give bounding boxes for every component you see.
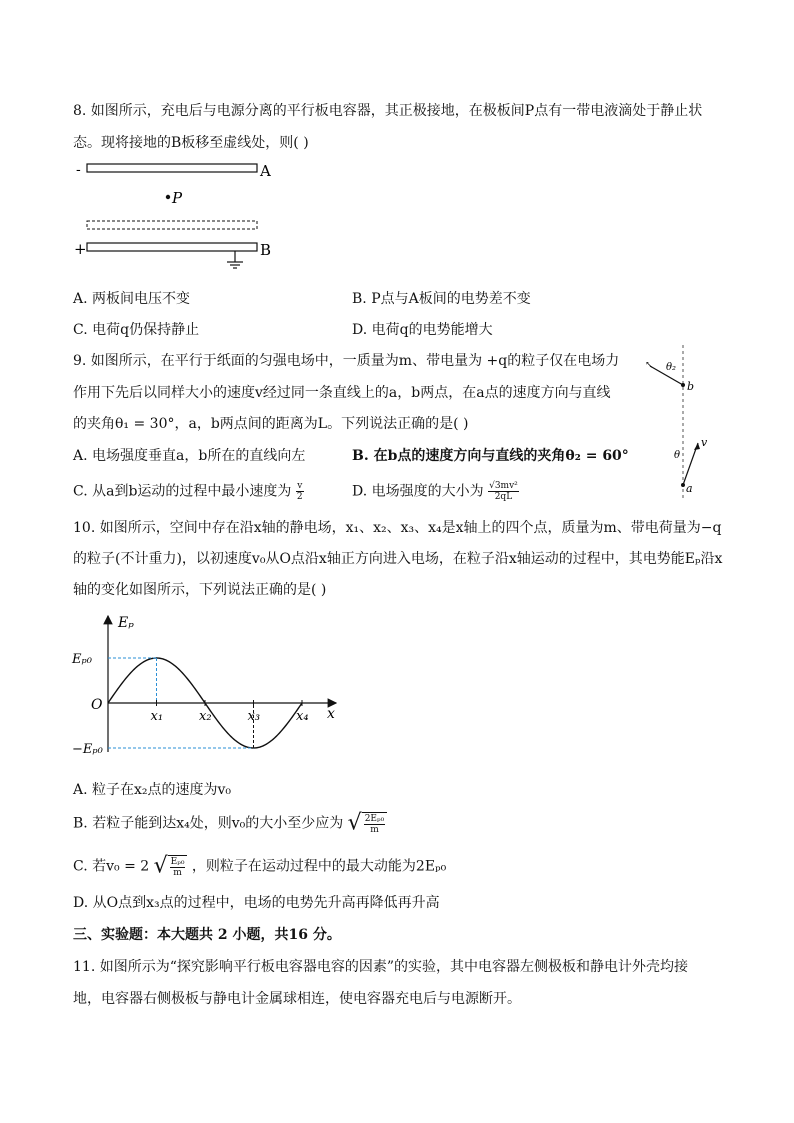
- y-tick-label: Eₚ₀: [72, 652, 92, 667]
- q9-line2: 作用下先后以同样大小的速度v经过同一条直线上的a，b两点，在a点的速度方向与直线: [73, 385, 611, 401]
- q10-b-fraction: [364, 814, 386, 835]
- q9-option-d: [352, 481, 519, 502]
- point-p: [166, 195, 170, 199]
- q9-c-num: v: [297, 481, 303, 491]
- q10-line1: 10. 如图所示，空间中存在沿x轴的静电场，x₁、x₂、x₃、x₄是x轴上的四个点，质量为m、带电荷量为−q: [73, 520, 722, 536]
- origin-label: O: [91, 697, 103, 713]
- q10-option-b-text: B. 若粒子能到达x₄处，则v₀的大小至少应为: [73, 815, 344, 832]
- q9-option-d-text: D. 电场强度的大小为: [352, 483, 484, 500]
- ground-icon: [227, 251, 243, 268]
- label-theta2: θ₂: [666, 362, 677, 373]
- plus-sign: +: [74, 240, 87, 258]
- q9-figure: [640, 340, 730, 505]
- q9-line3: 的夹角θ₁ = 30°，a，b两点间的距离为L。下列说法正确的是( ): [73, 416, 469, 432]
- ep-chart: [70, 612, 350, 762]
- q9-option-b: B. 在b点的速度方向与直线的夹角θ₂ = 60°: [352, 448, 629, 464]
- q11-line1: 11. 如图所示为“探究影响平行板电容器电容的因素”的实验，其中电容器左侧极板和静电计外壳均接: [73, 959, 689, 975]
- plate-a: [87, 164, 257, 172]
- q10-b-num: 2Eₚ₀: [364, 814, 385, 824]
- q10-option-c-post: ，则粒子在运动过程中的最大动能为2Eₚ₀: [191, 858, 447, 875]
- label-a-point: a: [686, 482, 693, 495]
- label-b: B: [260, 241, 272, 259]
- label-b-point: b: [687, 380, 695, 393]
- label-p: P: [172, 189, 183, 207]
- label-theta1: θ: [674, 450, 681, 461]
- q9-d-den: 2qL: [494, 492, 513, 502]
- q10-line2: 的粒子(不计重力)，以初速度v₀从O点沿x轴正方向进入电场，在粒子沿x轴运动的过程中，其电势能Eₚ沿x: [73, 551, 723, 567]
- sqrt-icon: √: [153, 853, 168, 879]
- q8-option-c: C. 电荷q仍保持静止: [73, 322, 200, 338]
- q10-option-c: [73, 855, 446, 878]
- q9-option-c-text: C. 从a到b运动的过程中最小速度为: [73, 483, 292, 500]
- q9-line1: 9. 如图所示，在平行于纸面的匀强电场中，一质量为m、带电量为 +q的粒子仅在电场力: [73, 353, 620, 369]
- q8-option-b: B. P点与A板间的电势差不变: [352, 291, 531, 307]
- q10-c-fraction: [170, 857, 186, 878]
- q8-line2: 态。现将接地的B板移至虚线处，则( ): [73, 135, 309, 151]
- x-tick-label: x₄: [296, 709, 309, 724]
- q10-b-den: m: [370, 825, 379, 835]
- q9-option-d-fraction: [488, 481, 519, 502]
- sqrt-icon: √: [347, 810, 362, 836]
- q9-c-den: 2: [296, 492, 303, 502]
- q10-c-num: Eₚ₀: [170, 857, 185, 867]
- q8-option-a: A. 两板间电压不变: [73, 291, 191, 307]
- label-v: v: [701, 436, 708, 449]
- x-tick-label: x₃: [247, 709, 261, 724]
- y-axis-label: Eₚ: [118, 615, 134, 631]
- q9-option-a: A. 电场强度垂直a，b所在的直线向左: [73, 448, 306, 464]
- y-tick-label: −Eₚ₀: [72, 742, 103, 757]
- q10-c-den: m: [173, 868, 182, 878]
- q10-option-d: D. 从O点到x₃点的过程中，电场的电势先升高再降低再升高: [73, 895, 440, 911]
- q9-option-c-fraction: [296, 481, 304, 502]
- section-3-title: 三、实验题：本大题共 2 小题，共16 分。: [73, 927, 341, 943]
- q10-option-c-sqrt: [168, 855, 188, 878]
- q9-option-c: [73, 481, 304, 502]
- q10-option-c-pre: C. 若v₀ = 2: [73, 858, 150, 875]
- q9-d-num: √3mv²: [489, 481, 518, 491]
- q8-line1: 8. 如图所示，充电后与电源分离的平行板电容器，其正极接地，在极板间P点有一带电液滴处于静止状: [73, 103, 703, 119]
- x-axis-label: x: [327, 706, 335, 722]
- capacitor-figure: [72, 158, 282, 273]
- q10-option-b: [73, 812, 387, 835]
- q8-option-d: D. 电荷q的电势能增大: [352, 322, 493, 338]
- minus-sign: -: [76, 162, 81, 178]
- q10-option-a: A. 粒子在x₂点的速度为v₀: [73, 782, 232, 798]
- q10-line3: 轴的变化如图所示，下列说法正确的是( ): [73, 582, 327, 598]
- arrow-b-icon: ↖: [645, 360, 654, 371]
- dashed-plate: [87, 221, 257, 229]
- x-tick-label: x₁: [150, 709, 164, 724]
- plate-b: [87, 243, 257, 251]
- q11-line2: 地，电容器右侧极板与静电计金属球相连，使电容器充电后与电源断开。: [73, 991, 521, 1007]
- label-a: A: [260, 162, 271, 180]
- q10-option-b-sqrt: [362, 812, 388, 835]
- x-tick-label: x₂: [199, 709, 212, 724]
